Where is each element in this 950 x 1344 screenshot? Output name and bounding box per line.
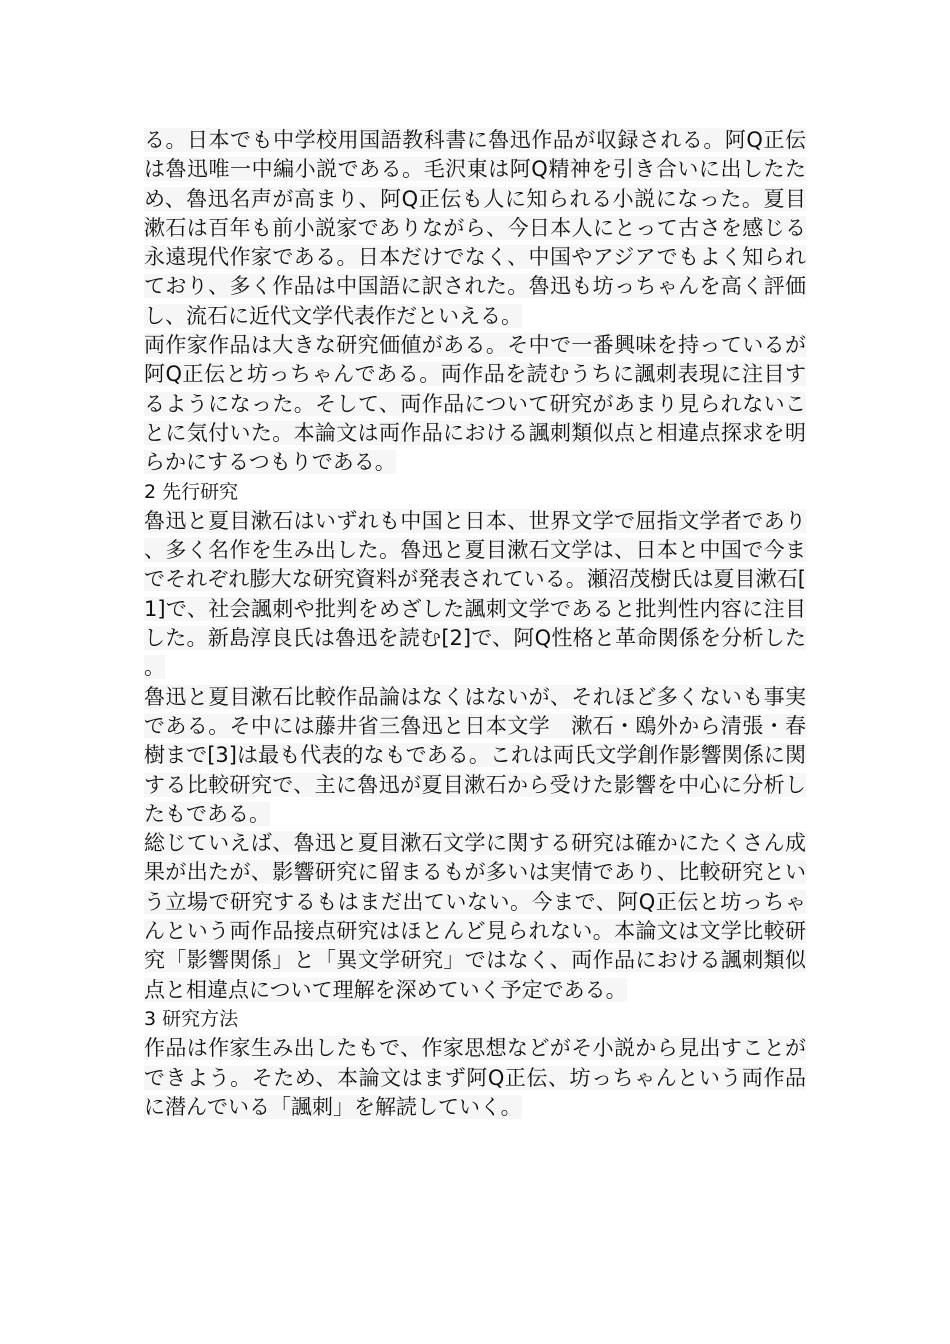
- document-body: [144, 126, 806, 1122]
- paragraph-prior-research-3: [144, 829, 806, 1005]
- paragraph-text: 総じていえば、魯迅と夏目漱石文学に関する研究は確かにたくさん成果が出たが、影響研究に留まるもが多いは実情であり、比較研究という立場で研究するもはまだ出ていない。今まで、阿Q正伝と坊っちゃんという両作品接点研究はほとんど見られない。本論文は文学比較研究「影響関係」と「異文学研究」ではなく、両作品における諷刺類似点と相違点について理解を深めていく予定である。: [144, 831, 806, 1002]
- paragraph-text: 作品は作家生み出したもで、作家思想などがそ小説から見出すことができよう。そため、本論文はまず阿Q正伝、坊っちゃんという両作品に潜んでいる「諷刺」を解読していく。: [144, 1036, 806, 1119]
- paragraph-prior-research-2: [144, 683, 806, 829]
- section-heading-prior-research: [144, 478, 806, 507]
- section-heading-research-method: [144, 1005, 806, 1034]
- paragraph-research-method: [144, 1034, 806, 1122]
- paragraph-text: 魯迅と夏目漱石比較作品論はなくはないが、それほど多くないも事実である。そ中には藤井省三魯迅と日本文学 漱石・鴎外から清張・春樹まで[3]は最も代表的なもである。これは両氏文学創作影響関係に関する比較研究で、主に魯迅が夏目漱石から受けた影響を中心に分析したもである。: [144, 684, 806, 826]
- paragraph-intro-continued: [144, 126, 806, 331]
- paragraph-research-value: [144, 331, 806, 477]
- paragraph-text: 魯迅と夏目漱石はいずれも中国と日本、世界文学で屈指文学者であり、多く名作を生み出した。魯迅と夏目漱石文学は、日本と中国で今までそれぞれ膨大な研究資料が発表されている。瀬沼茂樹氏は夏目漱石[1]で、社会諷刺や批判をめざした諷刺文学であると批判性内容に注目した。新島淳良氏は魯迅を読む[2]で、阿Q性格と革命関係を分析した。: [144, 508, 806, 680]
- paragraph-text: 両作家作品は大きな研究価値がある。そ中で一番興味を持っているが阿Q正伝と坊っちゃんである。両作品を読むうちに諷刺表現に注目するようになった。そして、両作品について研究があまり見られないことに気付いた。本論文は両作品における諷刺類似点と相違点探求を明らかにするつもりである。: [144, 333, 806, 475]
- paragraph-text: る。日本でも中学校用国語教科書に魯迅作品が収録される。阿Q正伝は魯迅唯一中編小説である。毛沢東は阿Q精神を引き合いに出したため、魯迅名声が高まり、阿Q正伝も人に知られる小説になった。夏目漱石は百年も前小説家でありながら、今日本人にとって古さを感じる永遠現代作家である。日本だけでなく、中国やアジアでもよく知られており、多く作品は中国語に訳された。魯迅も坊っちゃんを高く評価し、流石に近代文学代表作だといえる。: [144, 128, 806, 328]
- heading-text: 2 先行研究: [144, 480, 239, 503]
- paragraph-prior-research-1: [144, 507, 806, 683]
- heading-text: 3 研究方法: [144, 1007, 239, 1030]
